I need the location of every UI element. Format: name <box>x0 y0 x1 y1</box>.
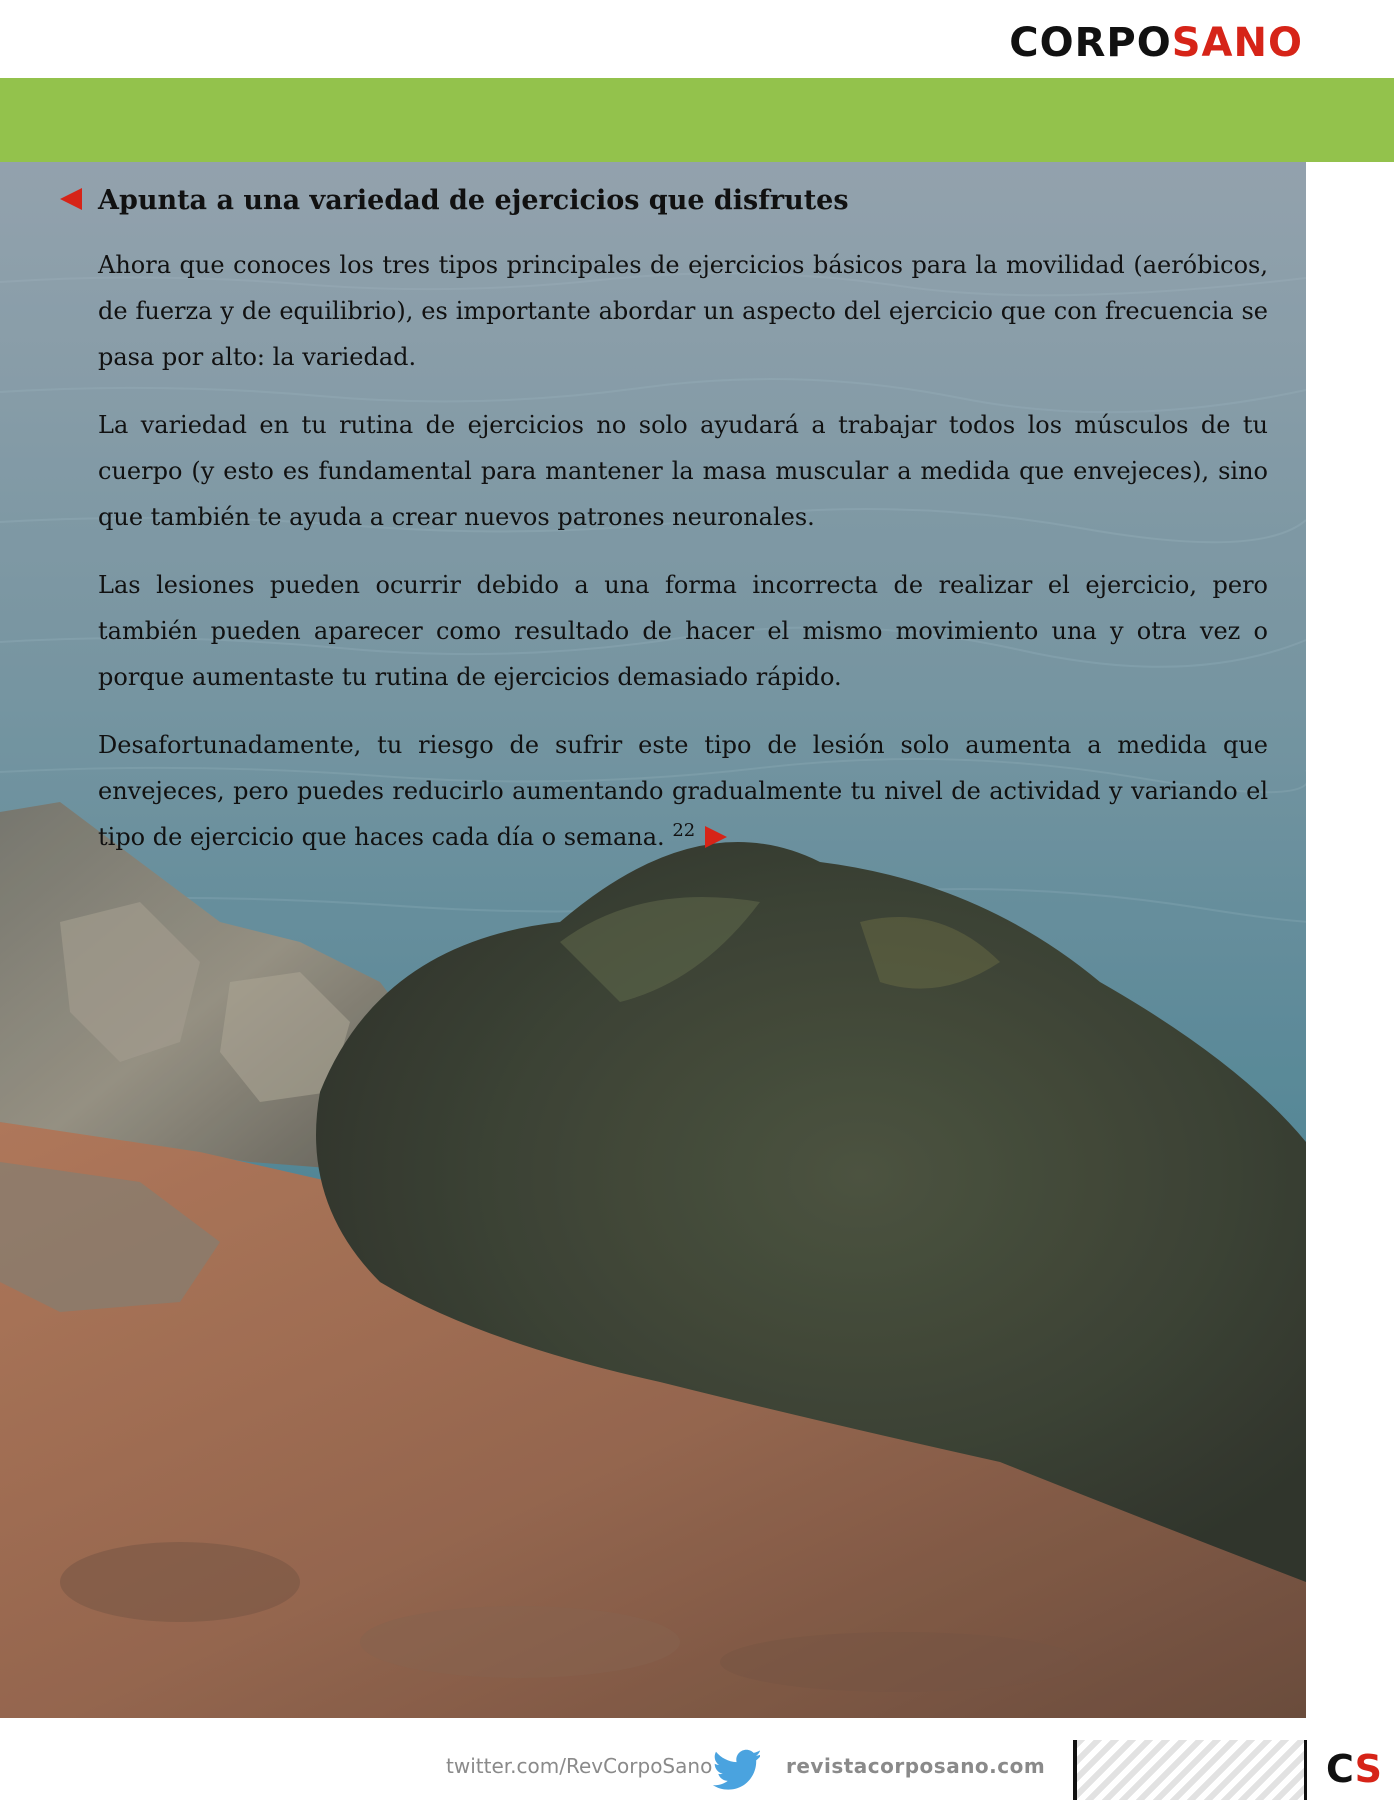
header-green-band <box>0 78 1394 162</box>
paragraph-2: La variedad en tu rutina de ejercicios no solo ayudará a trabajar todos los músculos de tu cuerpo (y esto es fundamental para mantener la masa muscular a medida que envejeces), sino que también te ayuda a crear nuevos patrones neuronales. <box>98 411 1268 531</box>
footer-stripes <box>1077 1740 1304 1800</box>
logo-sano: SANO <box>1171 20 1303 66</box>
logo-corpo: CORPO <box>1009 20 1172 66</box>
reference-number: 22 <box>672 820 696 841</box>
corposano-logo <box>1009 20 1303 66</box>
paragraph-4 <box>98 722 1268 860</box>
badge-c: C <box>1326 1747 1355 1791</box>
paragraph-1: Ahora que conoces los tres tipos principales de ejercicios básicos para la movilidad (aeróbicos, de fuerza y de equilibrio), es importante abordar un aspecto del ejercicio que con frecuencia se pasa por alto: la variedad. <box>98 251 1268 371</box>
paragraph-4-text: Desafortunadamente, tu riesgo de sufrir este tipo de lesión solo aumenta a medida que envejeces, pero puedes reducirlo aumentando gradualmente tu nivel de actividad y variando el tipo de ejercicio que haces cada día o semana. <box>98 731 1268 851</box>
right-arrow-icon <box>705 826 727 848</box>
twitter-bird-icon <box>712 1748 760 1792</box>
heading-text: Apunta a una variedad de ejercicios que disfrutes <box>98 185 849 216</box>
cs-badge-logo <box>1326 1746 1382 1792</box>
article-content <box>60 182 1268 882</box>
twitter-link[interactable]: twitter.com/RevCorpoSano <box>446 1754 713 1778</box>
website-link[interactable]: revistacorposano.com <box>786 1754 1046 1778</box>
badge-s: S <box>1354 1747 1382 1791</box>
paragraph-3: Las lesiones pueden ocurrir debido a una forma incorrecta de realizar el ejercicio, pero también pueden aparecer como resultado de hacer el mismo movimiento una y otra vez o porque aumentaste tu rutina de ejercicios demasiado rápido. <box>98 571 1268 691</box>
page-footer <box>0 1740 1394 1800</box>
footer-divider-2 <box>1304 1740 1307 1800</box>
section-heading <box>60 182 1268 220</box>
left-arrow-icon <box>60 188 82 210</box>
